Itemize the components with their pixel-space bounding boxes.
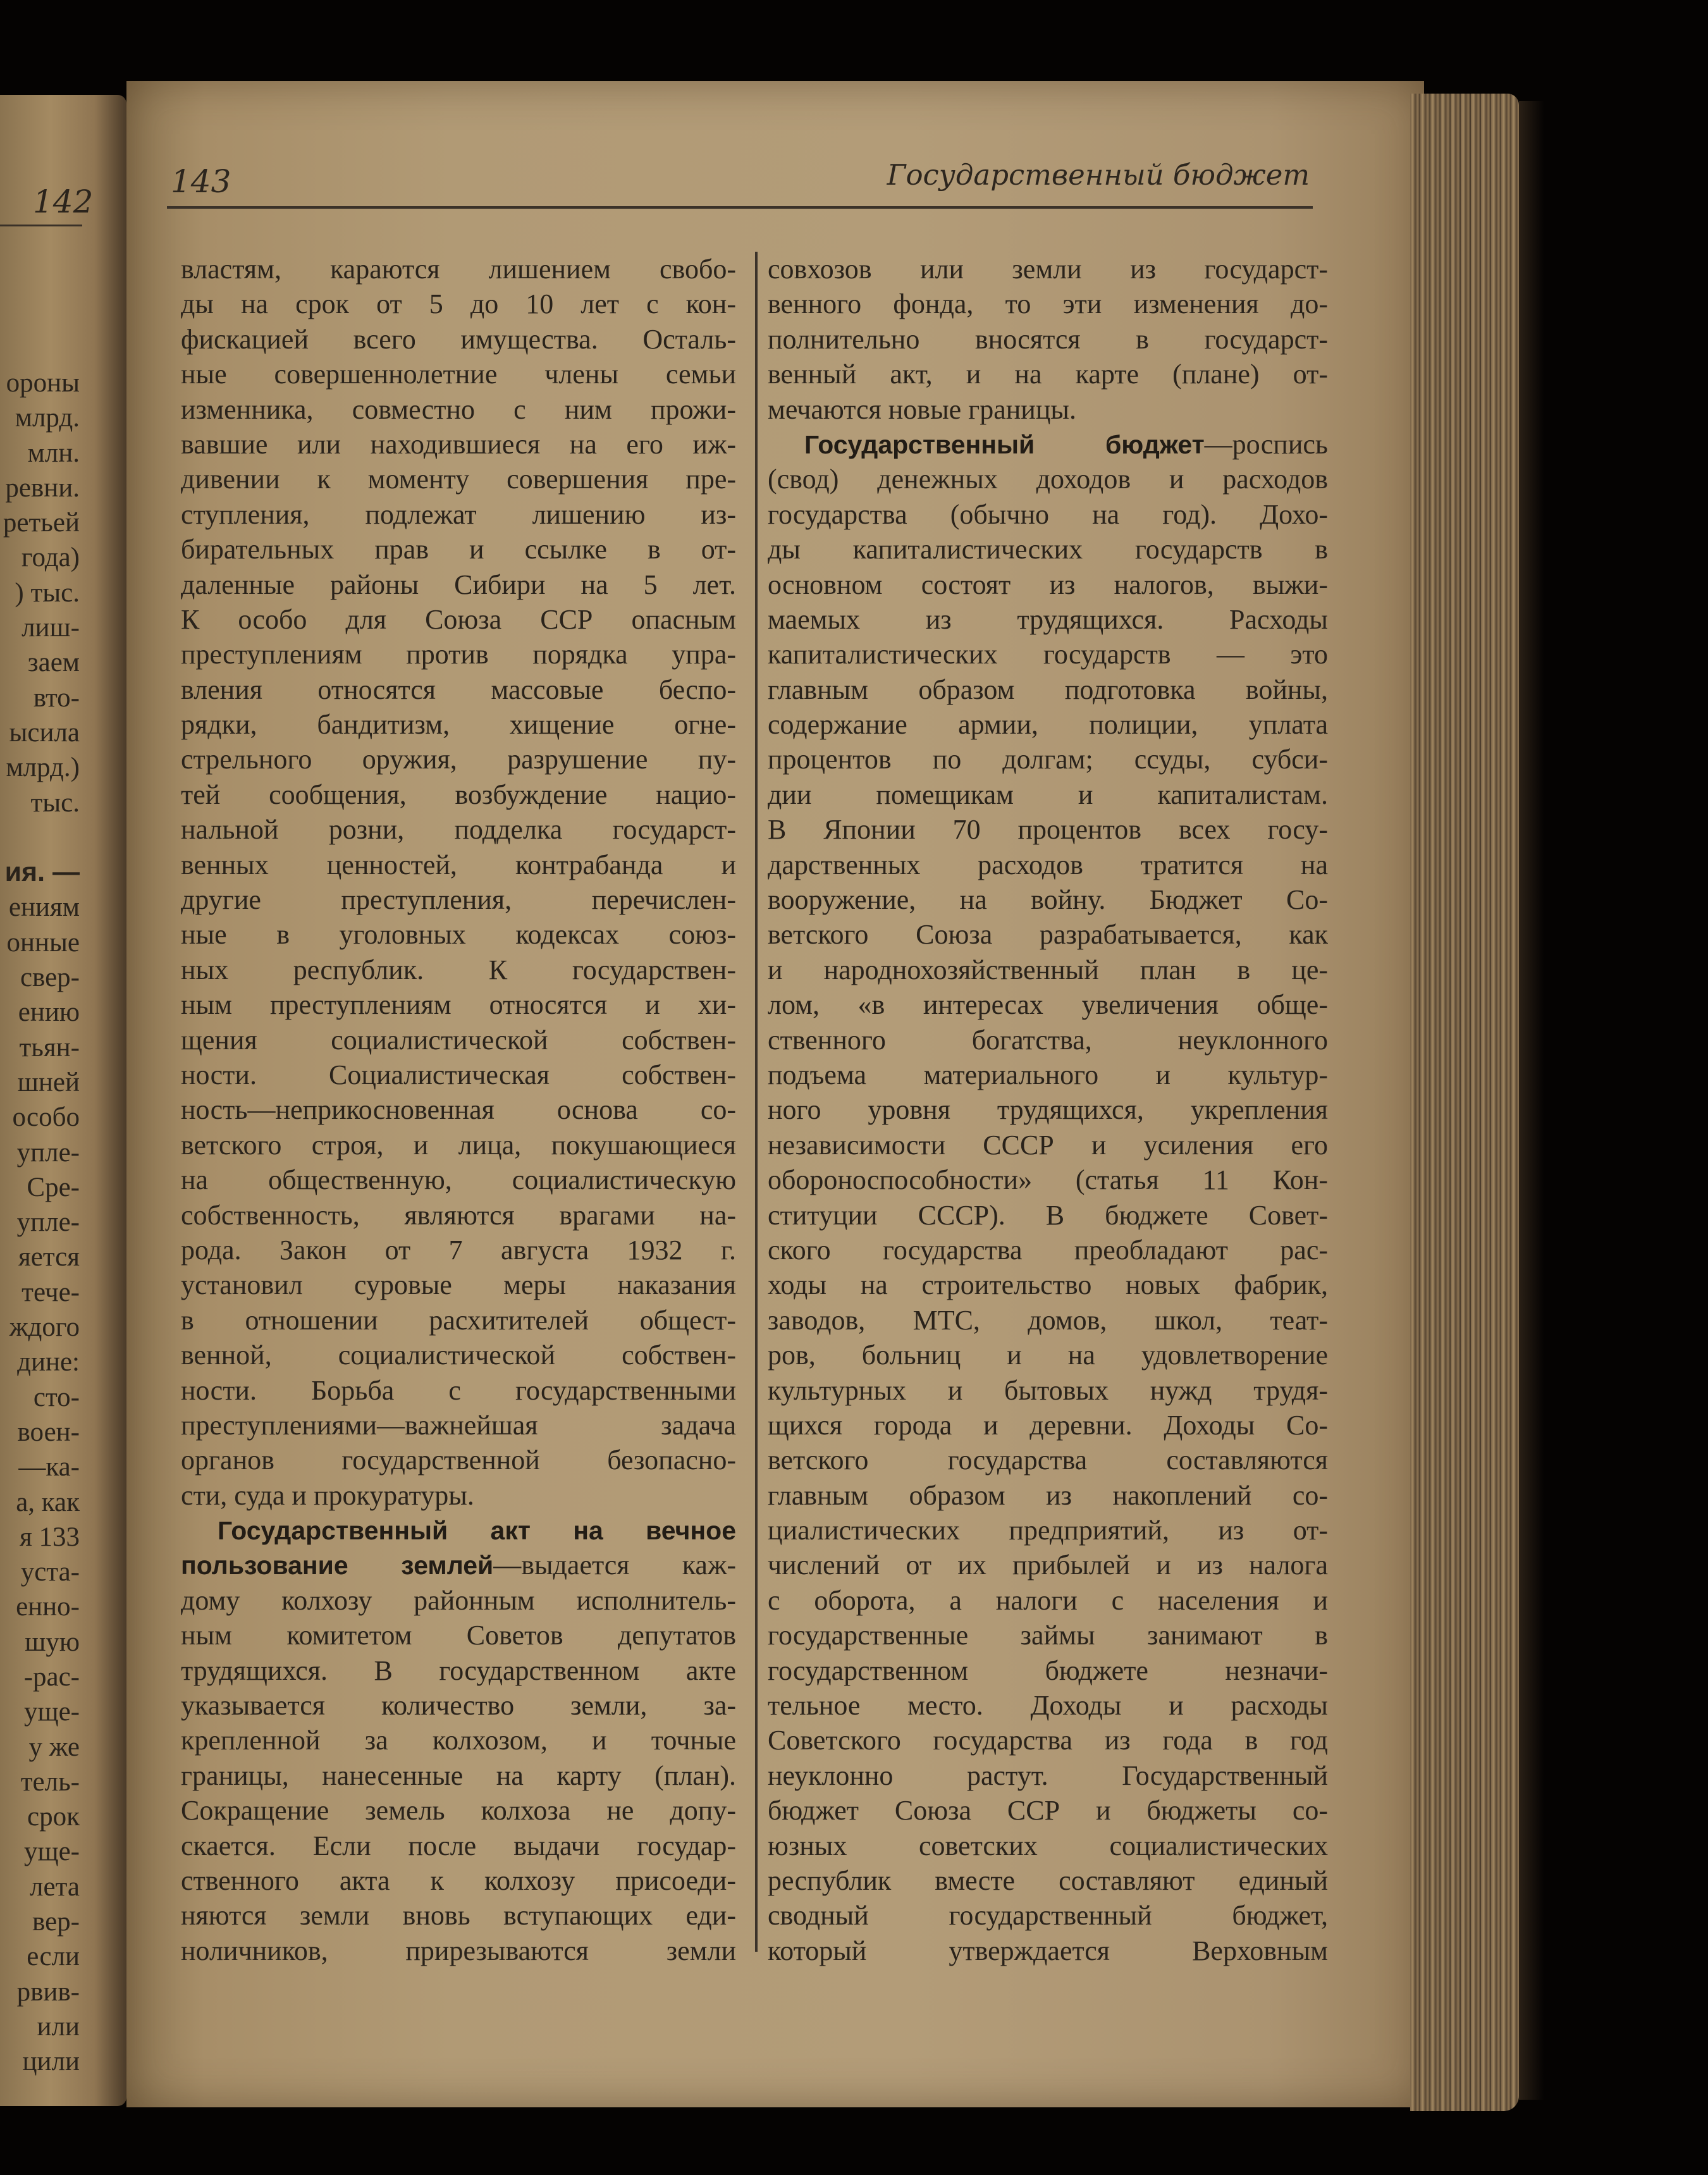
left-column <box>181 252 736 1968</box>
previous-page-fragment: ревни. <box>5 472 80 503</box>
text-line: неуклонно растут. Государственный <box>768 1759 1328 1791</box>
text-line: органов государственной безопасно- <box>181 1445 736 1476</box>
entry-term: Государственный бюджет <box>804 429 1205 459</box>
text-line: содержание армии, полиции, уплата <box>768 709 1328 741</box>
header-rule <box>167 206 1313 209</box>
text-line: стрельного оружия, разрушение пу- <box>181 744 736 775</box>
text-line: процентов по долгам; ссуды, субси- <box>768 744 1328 775</box>
entry-state-budget <box>768 427 1328 1968</box>
text-line: заводов, МТС, домов, школ, теат- <box>768 1304 1328 1336</box>
text-line: ным комитетом Советов депутатов <box>181 1620 736 1651</box>
text-line: ветского Союза разрабатывается, как <box>768 919 1328 951</box>
previous-page-fragment <box>3 820 80 855</box>
previous-page-fragment: сто- <box>33 1382 80 1412</box>
text-line: тей сообщения, возбуждение нацио- <box>181 779 736 810</box>
text-line: главным образом подготовка войны, <box>768 674 1328 705</box>
previous-page-fragment: свер- <box>20 963 80 993</box>
previous-page-fragment: —ка- <box>18 1452 80 1482</box>
text-line: нальной розни, подделка государст- <box>181 814 736 846</box>
text-line: ского государства преобладают рас- <box>768 1234 1328 1266</box>
text-line: К особо для Союза ССР опасным <box>181 603 736 635</box>
previous-page-fragment: воен- <box>17 1417 80 1447</box>
previous-page-fragment: срок <box>27 1802 80 1832</box>
text-line: установил суровые меры наказания <box>181 1269 736 1301</box>
previous-page-fragment: цили <box>22 2047 80 2077</box>
previous-page-fragment: -рас- <box>23 1661 80 1692</box>
right-column-text <box>768 252 1328 427</box>
text-line: государственном бюджете незначи- <box>768 1654 1328 1686</box>
previous-page-fragment: если <box>27 1942 80 1972</box>
text-line: скается. Если после выдачи государ- <box>181 1830 736 1861</box>
previous-page-fragment: яется <box>18 1242 80 1272</box>
text-line: собственность, являются врагами на- <box>181 1199 736 1231</box>
previous-page-fragment: вер- <box>32 1907 80 1937</box>
previous-page-fragment: млрд.) <box>6 753 80 783</box>
text-line: ды на срок от 5 до 10 лет с кон- <box>181 288 736 320</box>
text-line: трудящихся. В государственном акте <box>181 1654 736 1686</box>
text-line: венной, социалистической собствен- <box>181 1340 736 1371</box>
text-line: капиталистических государств — это <box>768 639 1328 670</box>
text-line: рядки, бандитизм, хищение огне- <box>181 709 736 741</box>
previous-page-fragment: тель- <box>20 1766 80 1797</box>
previous-page-fragment: ысила <box>9 717 80 748</box>
text-line: щихся города и деревни. Доходы Со- <box>768 1409 1328 1441</box>
text-line: циалистических предприятий, из от- <box>768 1515 1328 1546</box>
previous-page-fragment: уще- <box>23 1837 80 1867</box>
previous-page-fragment: упле- <box>16 1207 80 1238</box>
text-line: вавшие или находившиеся на его иж- <box>181 428 736 460</box>
previous-page-fragment: млрд. <box>15 403 80 433</box>
text-line: щения социалистической собствен- <box>181 1024 736 1056</box>
text-line: другие преступления, перечислен- <box>181 884 736 916</box>
text-line: дарственных расходов тратится на <box>768 849 1328 880</box>
entry-text: —выдается каж- <box>493 1550 736 1581</box>
text-line: на общественную, социалистическую <box>181 1164 736 1196</box>
page-stack <box>1410 94 1519 2111</box>
text-line: вления относятся массовые беспо- <box>181 674 736 705</box>
text-line: сти, суда и прокуратуры. <box>181 1479 474 1511</box>
text-line: ственного акта к колхозу присоеди- <box>181 1864 736 1896</box>
text-line: ные в уголовных кодексах союз- <box>181 919 736 951</box>
text-line: ности. Борьба с государственными <box>181 1374 736 1406</box>
entry-text-line <box>181 1548 736 1582</box>
entry-text <box>181 1583 736 1968</box>
previous-page-fragment: шую <box>25 1627 80 1657</box>
previous-page-fragment: ия. — <box>4 857 80 888</box>
entry-text <box>768 462 1328 1968</box>
previous-page-fragment: ению <box>18 997 80 1028</box>
text-line: ституции СССР). В бюджете Совет- <box>768 1199 1328 1231</box>
text-line: преступлениями—важнейшая задача <box>181 1409 736 1441</box>
entry-heading-line <box>181 1513 736 1548</box>
text-line: полнительно вносятся в государст- <box>768 323 1328 355</box>
previous-page-fragment: ждого <box>9 1312 80 1343</box>
previous-page-fragment: ениям <box>8 892 80 923</box>
text-line: и народнохозяйственный план в це- <box>768 954 1328 985</box>
previous-page-fragment: дине: <box>17 1347 80 1377</box>
previous-page-fragment: лета <box>30 1871 80 1902</box>
text-line: ных республик. К государствен- <box>181 954 736 985</box>
text-line: числений от их прибылей и из налога <box>768 1550 1328 1581</box>
text-line: ным преступлениям относятся и хи- <box>181 989 736 1021</box>
previous-page-fragment: рвив- <box>16 1976 80 2007</box>
text-line: лом, «в интересах увеличения обще- <box>768 989 1328 1021</box>
text-line: вооружение, на войну. Бюджет Со- <box>768 884 1328 916</box>
text-line: Советского государства из года в год <box>768 1725 1328 1756</box>
text-line: крепленной за колхозом, и точные <box>181 1725 736 1756</box>
text-line: няются земли вновь вступающих еди- <box>181 1900 736 1932</box>
previous-page-edge <box>0 95 126 2106</box>
previous-page-fragment: шней <box>17 1067 80 1097</box>
text-line: дивении к моменту совершения пре- <box>181 464 736 495</box>
entry-text-line <box>768 427 1328 462</box>
text-line: властям, караются лишением свобо- <box>181 254 736 285</box>
text-line: ветского государства составляются <box>768 1445 1328 1476</box>
left-column-text <box>181 252 736 1513</box>
previous-page-fragment: ороны <box>6 368 80 398</box>
text-line: венных ценностей, контрабанда и <box>181 849 736 880</box>
page-number: 143 <box>171 163 231 200</box>
text-line: государственные займы занимают в <box>768 1620 1328 1651</box>
text-line: республик вместе составляют единый <box>768 1864 1328 1896</box>
text-line: ступления, подлежат лишению из- <box>181 498 736 530</box>
previous-page-fragments <box>3 366 80 2079</box>
text-line: изменника, совместно с ним прожи- <box>181 393 736 425</box>
previous-page-fragment: заем <box>27 648 80 678</box>
previous-page-fragment: ретьей <box>3 508 80 538</box>
text-line: рода. Закон от 7 августа 1932 г. <box>181 1234 736 1266</box>
previous-page-rule <box>0 225 82 226</box>
text-line: даленные районы Сибири на 5 лет. <box>181 569 736 600</box>
entry-state-act-land <box>181 1513 736 1968</box>
previous-page-fragment: уще- <box>23 1697 80 1727</box>
entry-text: —роспись <box>1204 428 1328 460</box>
previous-page-fragment: тыс. <box>30 787 80 818</box>
text-line: государства (обычно на год). Дохо- <box>768 498 1328 530</box>
previous-page-fragment: Сре- <box>27 1172 80 1202</box>
text-line: главным образом из накоплений со- <box>768 1479 1328 1511</box>
text-line: обороноспособности» (статья 11 Кон- <box>768 1164 1328 1196</box>
entry-term: Государственный акт на вечное <box>218 1516 736 1546</box>
text-line: В Японии 70 процентов всех госу- <box>768 814 1328 846</box>
text-line: ности. Социалистическая собствен- <box>181 1059 736 1090</box>
text-line: (свод) денежных доходов и расходов <box>768 464 1328 495</box>
running-title: Государственный бюджет <box>887 158 1310 192</box>
text-line: тельное место. Доходы и расходы <box>768 1690 1328 1722</box>
entry-term: пользование землей <box>181 1551 494 1580</box>
column-rule <box>755 252 758 1952</box>
previous-page-fragment: вто- <box>33 682 80 713</box>
text-line: в отношении расхитителей общест- <box>181 1304 736 1336</box>
text-line: преступлениям против порядка упра- <box>181 639 736 670</box>
previous-page-fragment: а, как <box>16 1487 80 1517</box>
text-line: подъема материального и культур- <box>768 1059 1328 1090</box>
text-line: фискацией всего имущества. Осталь- <box>181 323 736 355</box>
text-line: который утверждается Верховным <box>768 1935 1328 1966</box>
text-line: бюджет Союза ССР и бюджеты со- <box>768 1795 1328 1827</box>
previous-page-fragment: года) <box>21 543 80 573</box>
previous-page-fragment: лиш- <box>22 613 80 643</box>
text-line: с оборота, а налоги с населения и <box>768 1584 1328 1616</box>
previous-page-fragment: я 133 <box>19 1522 80 1552</box>
text-line: бирательных прав и ссылке в от- <box>181 534 736 565</box>
previous-page-fragment: упле- <box>16 1137 80 1168</box>
text-line: венный акт, и на карте (плане) от- <box>768 359 1328 390</box>
text-line: юзных советских социалистических <box>768 1830 1328 1861</box>
right-column <box>768 252 1328 1968</box>
text-line: независимости СССР и усиления его <box>768 1129 1328 1161</box>
page-stack-shadow <box>1519 101 1544 2100</box>
text-line: основном состоят из налогов, выжи- <box>768 569 1328 600</box>
text-line: ные совершеннолетние члены семьи <box>181 359 736 390</box>
previous-page-fragment: тече- <box>22 1277 80 1307</box>
previous-page-fragment: енно- <box>16 1592 80 1622</box>
previous-page-fragment: онные <box>6 927 80 958</box>
text-line: ветского строя, и лица, покушающиеся <box>181 1129 736 1161</box>
text-line: ды капиталистических государств в <box>768 534 1328 565</box>
previous-page-fragment: тьян- <box>19 1032 80 1063</box>
text-line: границы, нанесенные на карту (план). <box>181 1759 736 1791</box>
previous-page-fragment: у же <box>28 1732 80 1762</box>
text-line: ность—неприкосновенная основа со- <box>181 1094 736 1126</box>
text-line: мечаются новые границы. <box>768 393 1076 425</box>
previous-page-fragment: уста- <box>20 1557 80 1587</box>
previous-page-fragment: особо <box>12 1102 80 1133</box>
text-line: ного уровня трудящихся, укрепления <box>768 1094 1328 1126</box>
text-line: указывается количество земли, за- <box>181 1690 736 1722</box>
text-line: ственного богатства, неуклонного <box>768 1024 1328 1056</box>
text-line: ноличников, прирезываются земли <box>181 1935 736 1966</box>
previous-page-fragment: ) тыс. <box>15 577 80 608</box>
text-line: дому колхозу районным исполнитель- <box>181 1584 736 1616</box>
previous-page-fragment: или <box>37 2011 80 2042</box>
text-line: культурных и бытовых нужд трудя- <box>768 1374 1328 1406</box>
text-line: ходы на строительство новых фабрик, <box>768 1269 1328 1301</box>
text-line: венного фонда, то эти изменения до- <box>768 288 1328 320</box>
text-line: ров, больниц и на удовлетворение <box>768 1340 1328 1371</box>
text-line: маемых из трудящихся. Расходы <box>768 603 1328 635</box>
text-line: сводный государственный бюджет, <box>768 1900 1328 1932</box>
previous-page-fragment: млн. <box>27 438 80 468</box>
text-line: совхозов или земли из государст- <box>768 254 1328 285</box>
previous-page-number: 142 <box>33 183 94 220</box>
text-line: Сокращение земель колхоза не допу- <box>181 1795 736 1827</box>
text-line: дии помещикам и капиталистам. <box>768 779 1328 810</box>
